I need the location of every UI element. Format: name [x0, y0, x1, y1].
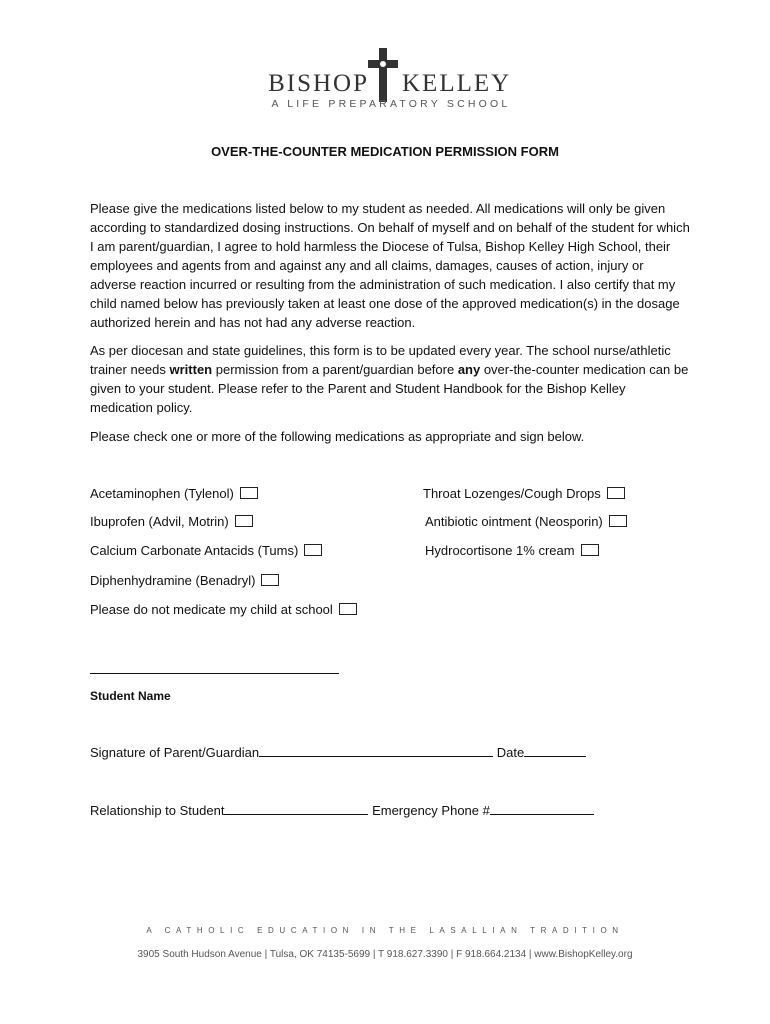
checkbox[interactable]	[607, 487, 625, 499]
medication-option-diphenhydramine[interactable]	[90, 572, 279, 590]
medication-option-hydrocortisone[interactable]	[425, 542, 599, 560]
signature-row	[90, 744, 586, 760]
checkbox[interactable]	[304, 544, 322, 556]
checkbox[interactable]	[235, 515, 253, 527]
medication-label: Antibiotic ointment (Neosporin)	[425, 514, 603, 529]
emergency-phone-label: Emergency Phone #	[372, 803, 490, 818]
consent-paragraph: Please give the medications listed below to my student as needed. All medications will only be given according to standardized dosing instructions. On behalf of myself and on behalf of the student for which I am parent/guardian, I agree to hold harmless the Diocese of Tulsa, Bishop Kelley High School, their employees and agents from and against any and all claims, damages, causes of action, injury or adverse reaction incurred or resulting from the administration of such medication. I also certify that my child named below has previously taken at least one dose of the approved medication(s) in the dosage authorized herein and has not had any adverse reaction.	[90, 201, 690, 330]
checkbox[interactable]	[339, 603, 357, 615]
signature-field[interactable]	[259, 744, 493, 757]
medication-label: Throat Lozenges/Cough Drops	[423, 486, 601, 501]
medication-option-throat-lozenges[interactable]	[423, 485, 625, 503]
guidelines-bold-written: written	[169, 362, 213, 377]
checkbox[interactable]	[240, 487, 258, 499]
checkbox[interactable]	[609, 515, 627, 527]
checkbox[interactable]	[261, 574, 279, 586]
relationship-field[interactable]	[224, 802, 368, 815]
checkbox[interactable]	[581, 544, 599, 556]
date-label: Date	[496, 745, 525, 760]
student-name-label: Student Name	[90, 689, 171, 703]
guidelines-text-3: over-the-counter medication can be given to your student. Please refer to the Parent and Student Handbook for the Bishop Kelley medication policy.	[90, 362, 689, 415]
relationship-label: Relationship to Student	[90, 803, 225, 818]
medication-option-do-not-medicate[interactable]	[90, 601, 357, 619]
guidelines-text-1: As per diocesan and state guidelines, this form is to be updated every year. The school nurse/athletic trainer needs	[90, 343, 671, 377]
medication-label: Diphenhydramine (Benadryl)	[90, 573, 256, 588]
date-field[interactable]	[524, 744, 586, 757]
cross-icon	[366, 46, 400, 104]
student-name-line[interactable]	[90, 673, 339, 674]
form-title: OVER-THE-COUNTER MEDICATION PERMISSION FORM	[211, 144, 559, 159]
logo-tagline: A LIFE PREPARATORY SCHOOL	[271, 98, 511, 110]
medication-option-acetaminophen[interactable]	[90, 485, 258, 503]
medication-label: Hydrocortisone 1% cream	[425, 543, 575, 558]
footer-tagline: A CATHOLIC EDUCATION IN THE LASALLIAN TRADITION	[146, 926, 624, 935]
medication-label: Please do not medicate my child at school	[90, 602, 333, 617]
medication-option-ibuprofen[interactable]	[90, 513, 253, 531]
footer-address: 3905 South Hudson Avenue | Tulsa, OK 74135-5699 | T 918.627.3390 | F 918.664.2134 | www.BishopKelley.org	[137, 949, 633, 960]
medication-label: Calcium Carbonate Antacids (Tums)	[90, 543, 299, 558]
medication-label: Acetaminophen (Tylenol)	[90, 486, 234, 501]
guidelines-text-2: permission from a parent/guardian before	[212, 362, 458, 377]
medication-option-antacids[interactable]	[90, 542, 322, 560]
school-logo	[0, 0, 770, 115]
medication-option-antibiotic-ointment[interactable]	[425, 513, 627, 531]
logo-text-kelley: KELLEY	[402, 70, 512, 97]
signature-label: Signature of Parent/Guardian	[90, 745, 260, 760]
guidelines-bold-any: any	[457, 362, 481, 377]
relationship-row	[90, 802, 594, 818]
emergency-phone-field[interactable]	[490, 802, 594, 815]
logo-text-bishop: BISHOP	[268, 70, 369, 97]
guidelines-paragraph	[90, 341, 690, 417]
medication-label: Ibuprofen (Advil, Motrin)	[90, 514, 229, 529]
instruction-paragraph: Please check one or more of the following medications as appropriate and sign below.	[90, 429, 585, 444]
